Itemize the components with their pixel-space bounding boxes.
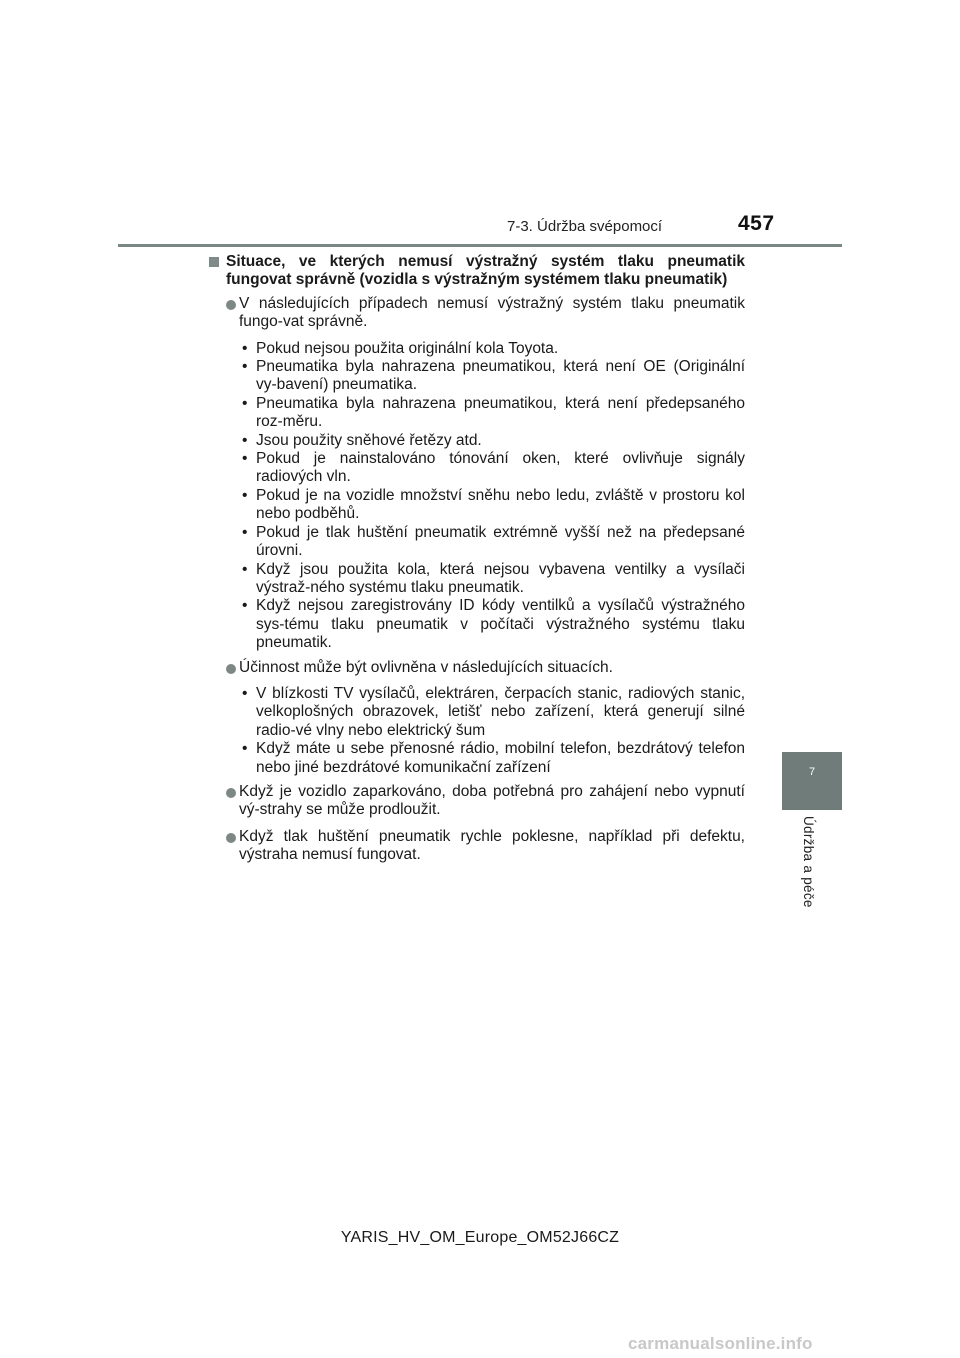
list-item-text: Pneumatika byla nahrazena pneumatikou, která není předepsaného roz-měru. [256, 394, 745, 431]
list-item [209, 450, 745, 487]
bullet-mark: • [242, 358, 248, 376]
chapter-tab [782, 752, 842, 810]
list-item-text: Pokud je tlak huštění pneumatik extrémně vyšší než na předepsané úrovni. [256, 523, 745, 560]
list-item [209, 597, 745, 652]
bullet-list-2 [209, 685, 745, 777]
bullet-mark: • [242, 560, 248, 578]
list-item-text: Když máte u sebe přenosné rádio, mobilní telefon, bezdrátový telefon nebo jiné bezdrátové komunikační zařízení [256, 740, 745, 776]
list-item-text: Když nejsou zaregistrovány ID kódy ventilků a vysílačů výstražného sys-tému tlaku pneumatik v počítači výstražného systému tlaku pneumatik. [256, 597, 745, 652]
section-title: 7-3. Údržba svépomocí [507, 218, 663, 235]
bullet-mark: • [242, 486, 248, 504]
list-item [209, 487, 745, 524]
page-number: 457 [738, 212, 775, 235]
bullet-mark: • [242, 740, 248, 758]
square-bullet-icon [209, 257, 219, 267]
circle-bullet-icon [226, 788, 236, 798]
list-item [209, 685, 745, 740]
bullet-mark: • [242, 339, 248, 357]
watermark: carmanualsonline.info [628, 1334, 813, 1353]
bullet-mark: • [242, 523, 248, 541]
bullet-list-1 [209, 340, 745, 653]
paragraph-2 [209, 659, 745, 677]
list-item [209, 740, 745, 777]
list-item [209, 358, 745, 395]
circle-bullet-icon [226, 833, 236, 843]
paragraph-text: Když tlak huštění pneumatik rychle poklesne, například při defektu, výstraha nemusí fungovat. [239, 827, 745, 864]
paragraph-text: Účinnost může být ovlivněna v následujících situacích. [239, 658, 613, 676]
list-item [209, 524, 745, 561]
paragraph-text: V následujících případech nemusí výstražný systém tlaku pneumatik fungo-vat správně. [239, 294, 745, 331]
main-content [209, 253, 745, 865]
list-item-text: Pokud je nainstalováno tónování oken, které ovlivňuje signály radiových vln. [256, 450, 745, 486]
list-item-text: Jsou použity sněhové řetězy atd. [256, 431, 482, 449]
list-item [209, 561, 745, 598]
bullet-mark: • [242, 431, 248, 449]
header-divider [118, 244, 842, 247]
list-item [209, 432, 745, 450]
list-item-text: Pneumatika byla nahrazena pneumatikou, která není OE (Originální vy-bavení) pneumatika. [256, 358, 745, 394]
bullet-mark: • [242, 684, 248, 702]
list-item-text: V blízkosti TV vysílačů, elektráren, čerpacích stanic, radiových stanic, velkoplošných obrazovek, letišť nebo zařízení, která generují silné radio-vé vlny nebo elektrický šum [256, 684, 745, 739]
chapter-tab-number: 7 [808, 766, 816, 778]
bullet-mark: • [242, 597, 248, 615]
document-code: YARIS_HV_OM_Europe_OM52J66CZ [340, 1229, 620, 1246]
chapter-tab-label: Údržba a péče [801, 816, 816, 908]
circle-bullet-icon [226, 664, 236, 674]
bullet-mark: • [242, 394, 248, 412]
list-item [209, 395, 745, 432]
paragraph-text: Když je vozidlo zaparkováno, doba potřebná pro zahájení nebo vypnutí vý-strahy se může prodloužit. [239, 782, 745, 819]
section-heading [209, 253, 745, 290]
section-heading-text: Situace, ve kterých nemusí výstražný systém tlaku pneumatik fungovat správně (vozidla s výstražným systémem tlaku pneumatik) [226, 253, 745, 289]
circle-bullet-icon [226, 300, 236, 310]
list-item-text: Pokud nejsou použita originální kola Toyota. [256, 339, 559, 357]
list-item-text: Pokud je na vozidle množství sněhu nebo ledu, zvláště v prostoru kol nebo podběhů. [256, 486, 745, 523]
paragraph-1 [209, 295, 745, 332]
list-item [209, 340, 745, 358]
bullet-mark: • [242, 450, 248, 468]
paragraph-3 [209, 783, 745, 820]
list-item-text: Když jsou použita kola, která nejsou vybavena ventilky a vysílači výstraž-ného systému tlaku pneumatik. [256, 560, 745, 596]
paragraph-4 [209, 828, 745, 865]
